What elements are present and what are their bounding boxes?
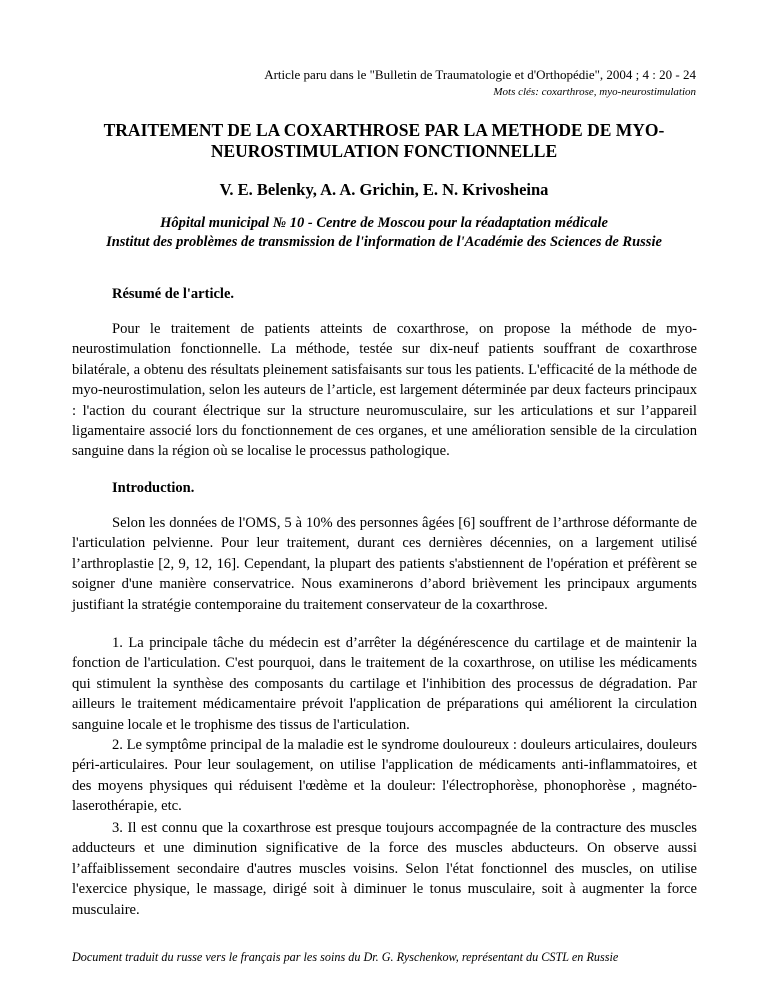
footer-note: Document traduit du russe vers le français par les soins du Dr. G. Ryschenkow, représentant du CSTL en Russie — [72, 950, 619, 964]
paragraph: 2. Le symptôme principal de la maladie est le syndrome douloureux : douleurs articulaires, douleurs péri-articulaires. Pour leur soulagement, on utilise l'application de médicaments anti-inflammatoires, et des moyens physiques qui réduisent l'œdème et la douleur: l'électrophorèse, phonophorèse , magnéto-laserothérapie, etc. — [72, 737, 697, 815]
paragraph: Selon les données de l'OMS, 5 à 10% des personnes âgées [6] souffrent de l’arthrose déformante de l'articulation pelvienne. Pour leur traitement, durant ces dernières décennies, on a largement utilisé l’arthroplastie [2, 9, 12, 16]. Cependant, la plupart des patients s'abstiennent de l'opération et préfèrent se soigner d'une manière conservatrice. Nous examinerons d’abord brièvement les principaux arguments justifiant la stratégie contemporaine du traitement conservateur de la coxarthrose. — [72, 515, 697, 613]
affiliation: Institut des problèmes de transmission de l'information de l'Académie des Sciences de Russie — [106, 234, 662, 250]
introduction-heading: Introduction. — [112, 480, 195, 496]
authors: V. E. Belenky, A. A. Grichin, E. N. Krivosheina — [219, 180, 549, 199]
affiliations — [60, 214, 708, 252]
keywords: Mots clés: coxarthrose, myo-neurostimulation — [493, 86, 696, 98]
abstract-paragraph: Pour le traitement de patients atteints de coxarthrose, on propose la méthode de myo-neurostimulation fonctionnelle. La méthode, testée sur dix-neuf patients souffrant de coxarthrose bilatérale, a obtenu des résultats pleinement satisfaisants sur tous les patients. L'efficacité de la méthode de myo-neurostimulation, selon les auteurs de l’article, est largement déterminée par deux facteurs principaux : l'action du courant électrique sur la structure neuromusculaire, sur les articulations et sur l’appareil ligamentaire associé lors du fonctionnement de ces organes, et une amélioration sensible de la circulation sanguine dans la région où se localise le processus pathologique. — [72, 321, 697, 460]
paragraph: 3. Il est connu que la coxarthrose est presque toujours accompagnée de la contracture des muscles adducteurs et une diminution significative de la force des muscles abducteurs. On observe aussi l’affaiblissement secondaire d'autres muscles voisins. Selon l'état fonctionnel des muscles, on utilise l'exercice physique, le massage, dirigé soit à diminuer le tonus musculaire, soit à augmenter la force musculaire. — [72, 820, 697, 918]
affiliation: Hôpital municipal № 10 - Centre de Moscou pour la réadaptation médicale — [160, 215, 608, 231]
abstract-heading: Résumé de l'article. — [112, 286, 235, 302]
citation-header: Article paru dans le "Bulletin de Traumatologie et d'Orthopédie", 2004 ; 4 : 20 - 24 — [264, 67, 696, 82]
paragraph: 1. La principale tâche du médecin est d’arrêter la dégénérescence du cartilage et de maintenir la fonction de l'articulation. C'est pourquoi, dans le traitement de la coxarthrose, on utilise les médicaments qui stimulent la synthèse des composants du cartilage et l'inhibition des processus de dégradation. Par ailleurs le traitement médicamentaire prévoit l'application de préparations qui améliorent la circulation sanguine locale et le trophisme des tissus de l'articulation. — [72, 635, 697, 733]
article-title: TRAITEMENT DE LA COXARTHROSE PAR LA METHODE DE MYO-NEUROSTIMULATION FONCTIONNELLE — [103, 120, 665, 161]
